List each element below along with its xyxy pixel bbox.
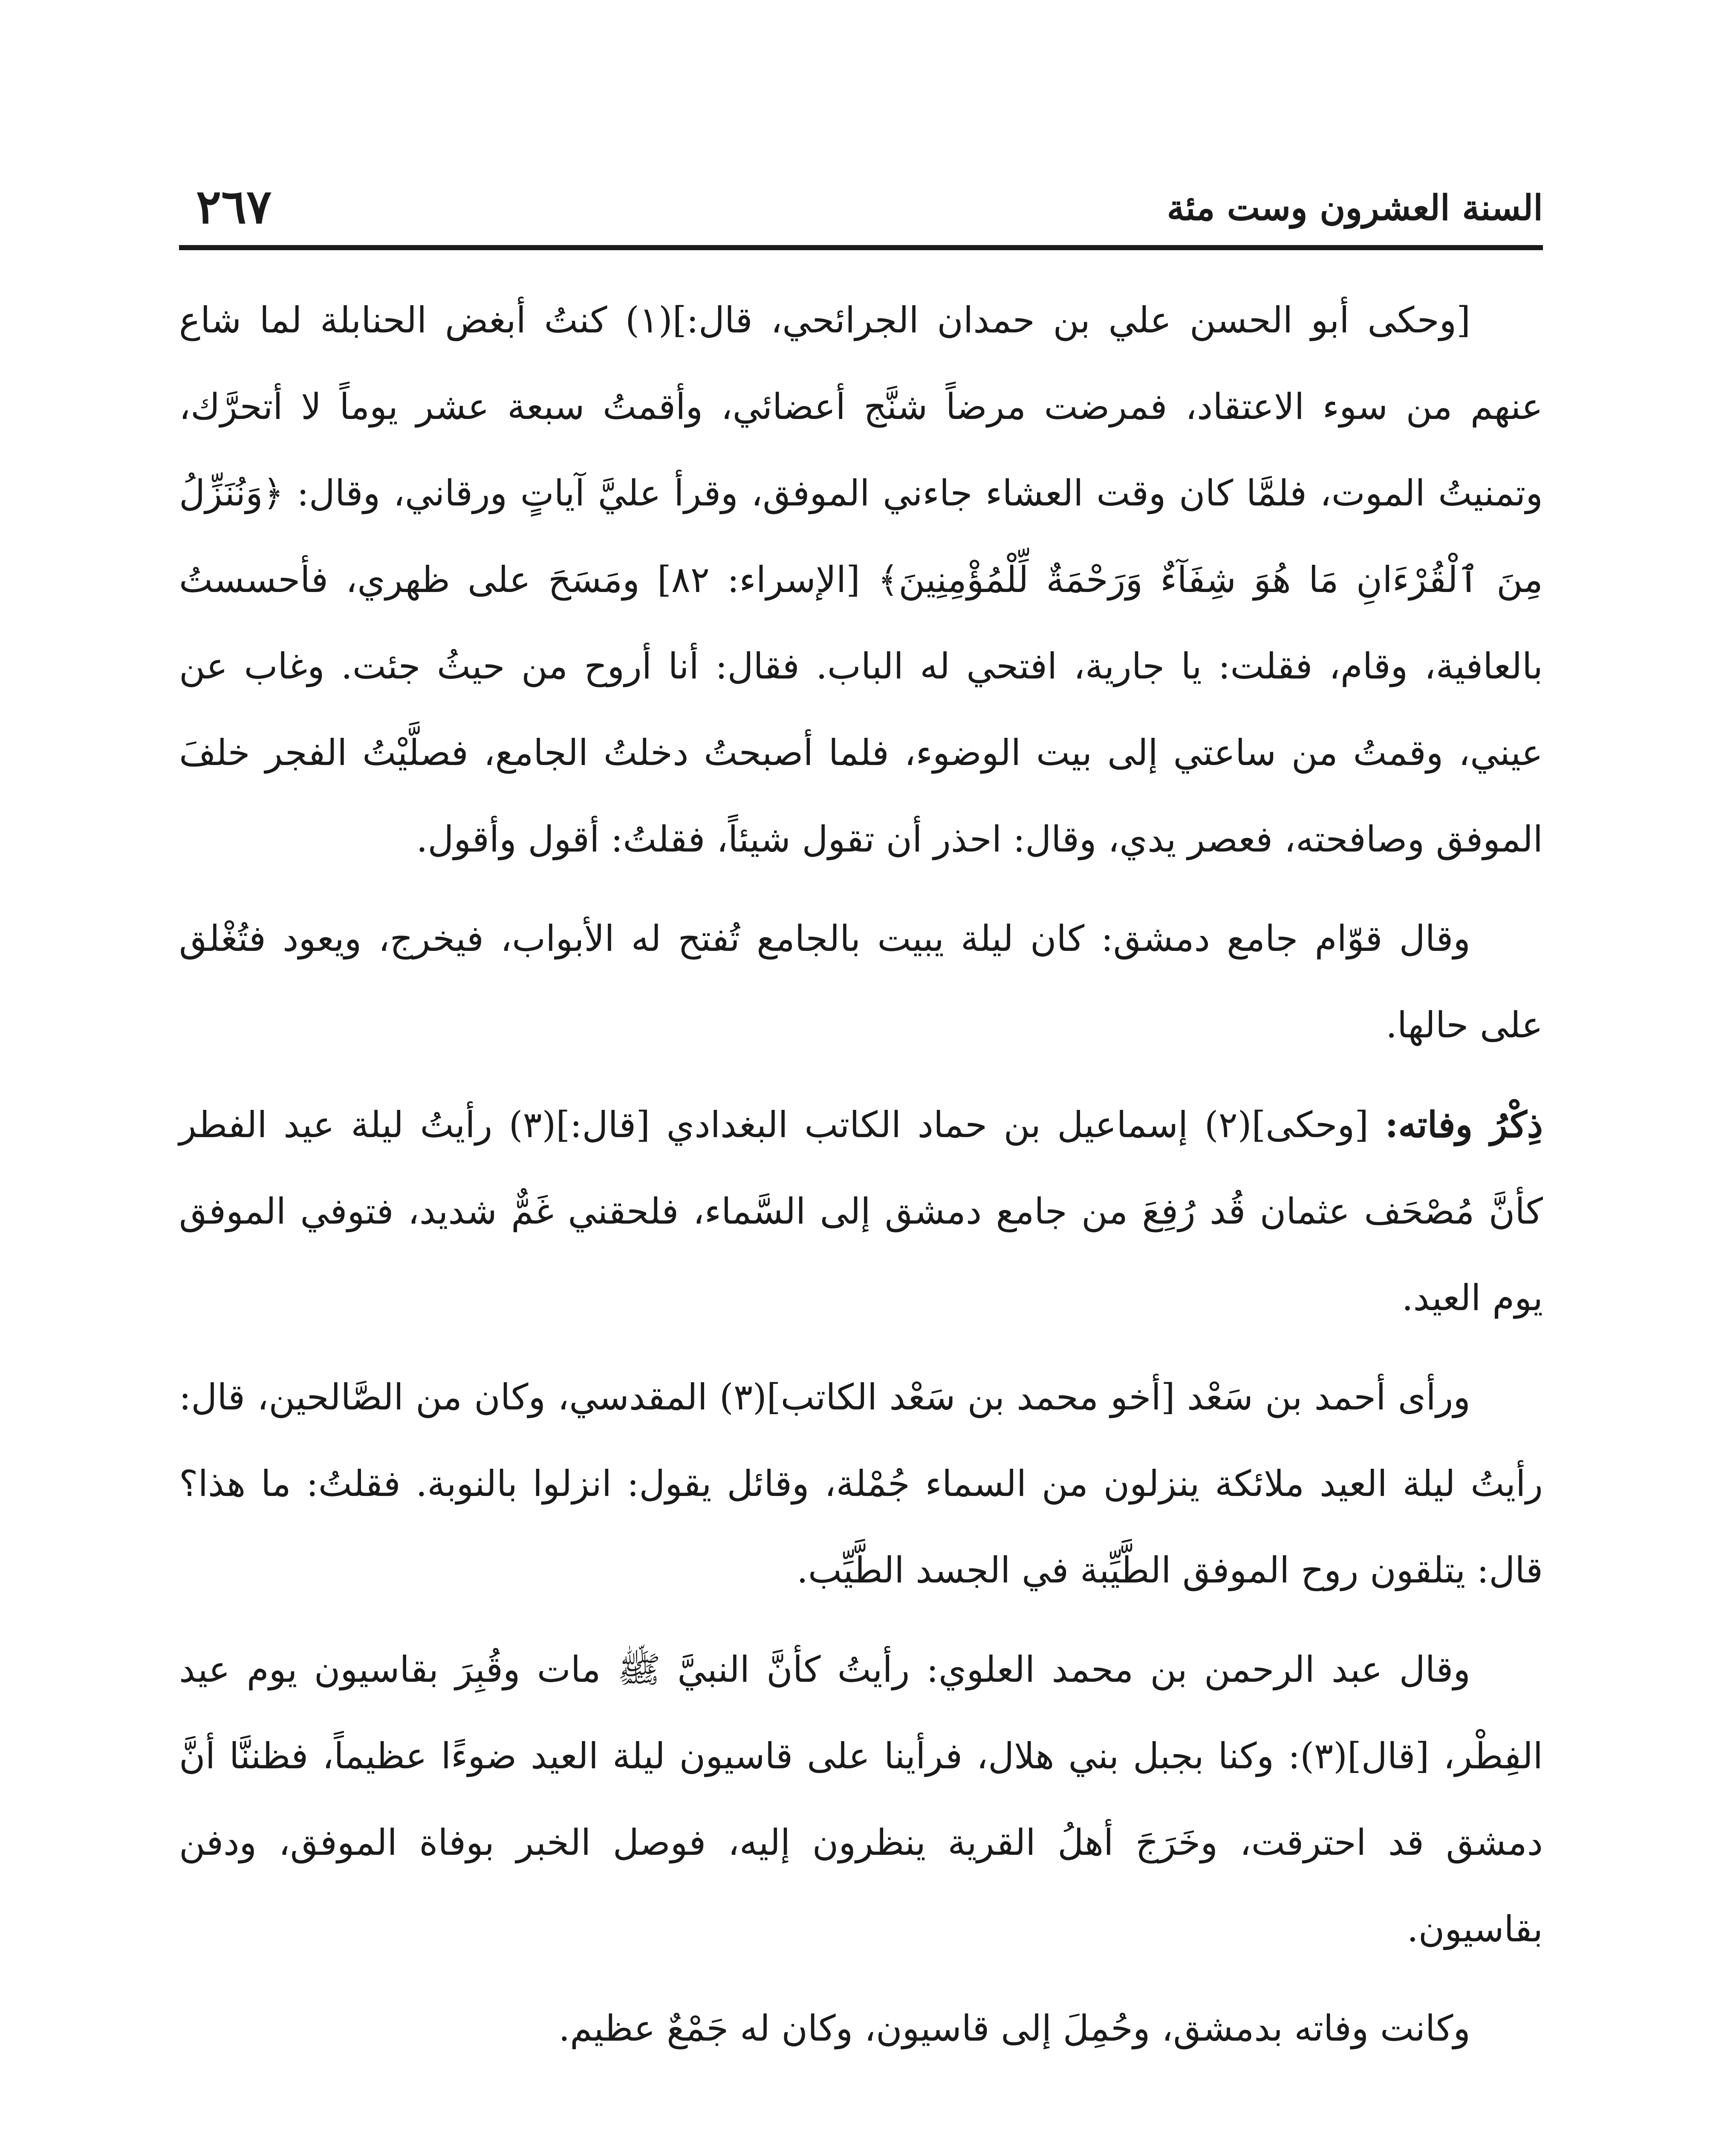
section-heading: ذِكْرُ وفاته: (1385, 1103, 1543, 1146)
paragraph-6: وكانت وفاته بدمشق، وحُمِلَ إلى قاسيون، وكان له جَمْعٌ عظيم. (558, 2007, 1470, 2049)
paragraph-4: ورأى أحمد بن سَعْد [أخو محمد بن سَعْد الكاتب](٣) المقدسي، وكان من الصَّالحين، قال: رأيتُ ليلة العيد ملائكة ينزلون من السماء جُمْلة، وقائل يقول: انزلوا بالنوبة. فقلتُ: ما هذا؟ قال: يتلقون روح الموفق الطَّيِّبة في الجسد الطَّيِّب. (179, 1376, 1543, 1591)
paragraph-1: [وحكى أبو الحسن علي بن حمدان الجرائحي، قال:](١) كنتُ أبغض الحنابلة لما شاع عنهم من سوء الاعتقاد، فمرضت مرضاً شنَّج أعضائي، وأقمتُ سبعة عشر يوماً لا أتحرَّك، وتمنيتُ الموت، فلمَّا كان وقت العشاء جاءني الموفق، وقرأ عليَّ آياتٍ ورقاني، وقال: ﴿وَنُنَزِّلُ مِنَ ٱلْقُرْءَانِ مَا هُوَ شِفَآءٌ وَرَحْمَةٌ لِّلْمُؤْمِنِينَ﴾ [الإسراء: ٨٢] ومَسَحَ على ظهري، فأحسستُ بالعافية، وقام، فقلت: يا جارية، افتحي له الباب. فقال: أنا أروح من حيثُ جئت. وغاب عن عيني، وقمتُ من ساعتي إلى بيت الوضوء، فلما أصبحتُ دخلتُ الجامع، فصلَّيْتُ الفجر خلفَ الموفق وصافحته، فعصر يدي، وقال: احذر أن تقول شيئاً، فقلتُ: أقول وأقول. (179, 299, 1543, 860)
running-title: السنة العشرون وست مئة (1167, 188, 1543, 228)
paragraph-5: وقال عبد الرحمن بن محمد العلوي: رأيتُ كأنَّ النبيَّ ﷺ مات وقُبِرَ بقاسيون يوم عيد الفِطْر، [قال](٣): وكنا بجبل بني هلال، فرأينا على قاسيون ليلة العيد ضوءًا عظيماً، فظننَّا أنَّ دمشق قد احترقت، وخَرَجَ أهلُ القرية ينظرون إليه، فوصل الخبر بوفاة الموفق، ودفن بقاسيون. (179, 1649, 1543, 1950)
page-number: ٢٦٧ (196, 179, 272, 234)
page-header (179, 175, 1543, 239)
main-text (179, 277, 1543, 2085)
header-rule (179, 245, 1543, 250)
paragraph-2: وقال قوّام جامع دمشق: كان ليلة يبيت بالجامع تُفتح له الأبواب، فيخرج، ويعود فتُغْلق على حالها. (179, 918, 1543, 1046)
paragraph-3-text: [وحكى](٢) إسماعيل بن حماد الكاتب البغدادي [قال:](٣) رأيتُ ليلة عيد الفطر كأنَّ مُصْحَف عثمان قُد رُفِعَ من جامع دمشق إلى السَّماء، فلحقني غَمٌّ شديد، فتوفي الموفق يوم العيد. (179, 1104, 1543, 1319)
paragraph-3 (179, 1081, 1543, 1341)
